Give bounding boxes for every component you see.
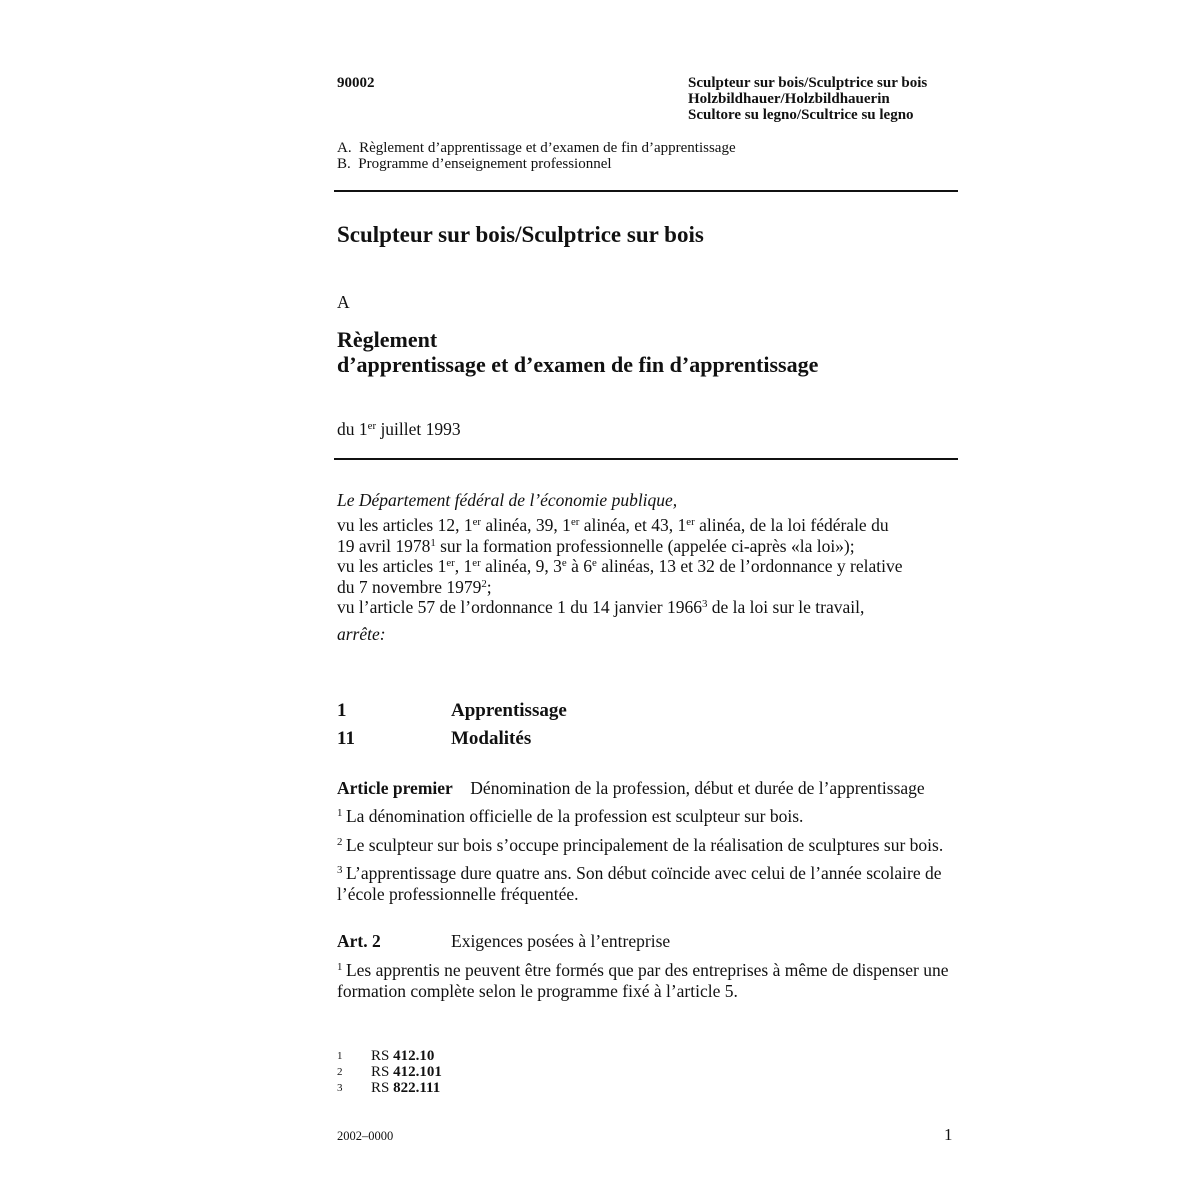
main-title: Sculpteur sur bois/Sculptrice sur bois [337,222,704,247]
top-divider [334,190,958,192]
footnotes [337,1048,442,1096]
article-1-title: Dénomination de la profession, début et durée de l’apprentissage [470,778,925,798]
contents-list [337,140,736,172]
article-1-paragraph-2: $^2$ Le sculpteur sur bois s’occupe principalement de la réalisation de sculptures sur bois. [337,835,944,855]
article-2-paragraph-1: $^1$ Les apprentis ne peuvent être formés que par des entreprises à même de dispenser une formation complète selon le programme fixé à l’article 5. [337,960,949,1001]
footnote-item: 1 RS 412.10 [337,1048,435,1064]
article-1-label: Article premier [337,778,453,798]
preamble-authority: Le Département fédéral de l’économie publique, [337,490,678,510]
article-1-paragraph-3: $^3$ L’apprentissage dure quatre ans. Son début coïncide avec celui de l’année scolaire de l’école professionnelle fréquentée. [337,863,942,904]
article-1-paragraph-1: $^1$ La dénomination officielle de la profession est sculpteur sur bois. [337,806,804,826]
header-title-fr: Sculpteur sur bois/Sculptrice sur bois [688,75,928,91]
regulation-date: du 1er juillet 1993 [337,419,461,439]
section-11-number: 11 [337,728,355,749]
header-title-it: Scultore su legno/Scultrice su legno [688,107,914,123]
footer-doc-code: 2002–0000 [337,1129,394,1143]
article-2-label: Art. 2 [337,931,381,951]
regulation-title-line1: Règlement [337,327,438,352]
header-titles [688,75,927,123]
part-letter: A [337,292,350,312]
article-1-heading [337,778,925,799]
section-1-title: Apprentissage [451,700,567,721]
section-11-title: Modalités [451,728,532,749]
header-title-de: Holzbildhauer/Holzbildhauerin [688,91,890,107]
page-number: 1 [944,1125,953,1144]
article-2-title: Exigences posées à l’entreprise [451,931,671,951]
footnote-item: 2 RS 412.101 [337,1064,442,1080]
title-divider [334,458,958,460]
preamble-considerations: vu les articles 12, 1er alinéa, 39, 1er alinéa, et 43, 1er alinéa, de la loi fédérale du 19 avril 1978$^1$ sur la formation professionnelle (appelée ci-après «la loi»); vu les articles 1er, 1er alinéa, 9, 3e à 6e alinéas, 13 et 32 de l’ordonnance y relative du 7 novembre 1979$^2$; vu l’article 57 de l’ordonnance 1 du 14 janvier 1966$^3$ de la loi sur le travail, [337,515,903,617]
preamble-verb: arrête: [337,624,386,644]
contents-item-b: B. Programme d’enseignement professionnel [337,156,612,172]
section-1-number: 1 [337,700,347,721]
contents-item-a: A. Règlement d’apprentissage et d’examen de fin d’apprentissage [337,140,736,156]
regulation-title [337,327,818,377]
regulation-title-line2: d’apprentissage et d’examen de fin d’apprentissage [337,352,819,377]
footnote-item: 3 RS 822.111 [337,1080,441,1096]
document-number: 90002 [337,75,375,91]
